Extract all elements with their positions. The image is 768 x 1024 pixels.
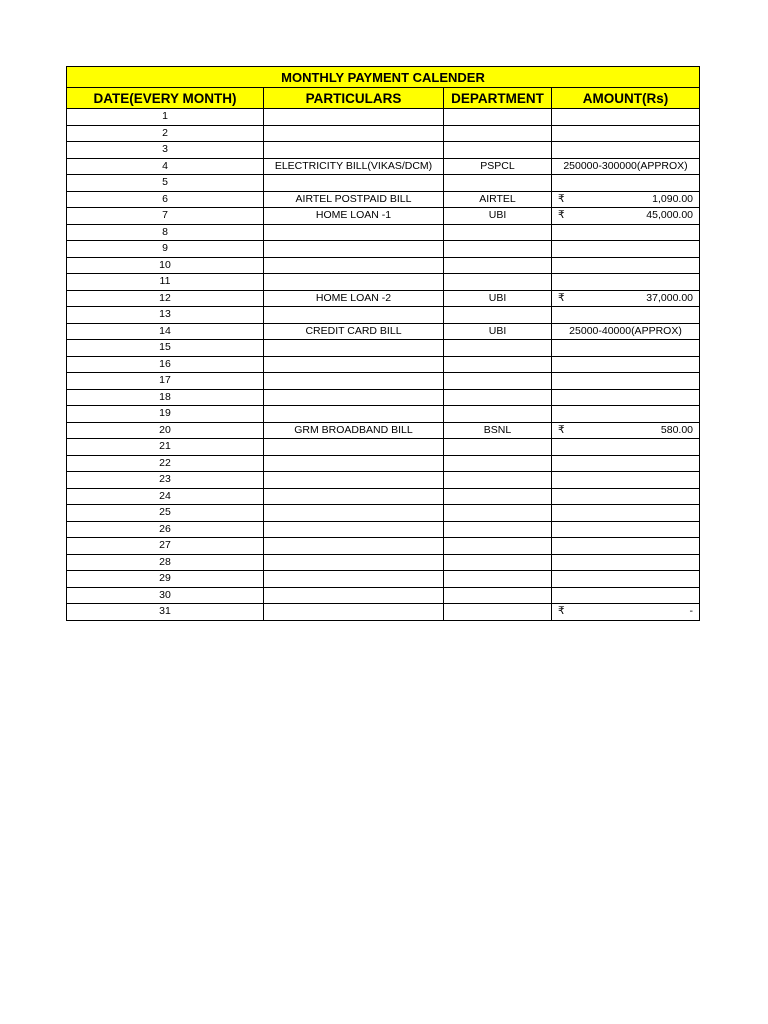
cell-date[interactable]: 8	[67, 224, 264, 241]
cell-amount[interactable]	[552, 455, 700, 472]
cell-amount[interactable]	[552, 422, 700, 439]
cell-particulars[interactable]	[264, 224, 444, 241]
cell-particulars[interactable]	[264, 571, 444, 588]
table-row	[67, 307, 700, 324]
cell-particulars[interactable]	[264, 455, 444, 472]
cell-amount[interactable]	[552, 158, 700, 175]
cell-date[interactable]: 30	[67, 587, 264, 604]
cell-date[interactable]: 10	[67, 257, 264, 274]
table-row	[67, 224, 700, 241]
table-row	[67, 505, 700, 522]
amount-value: -	[689, 605, 694, 617]
cell-department[interactable]	[444, 406, 552, 423]
cell-date[interactable]: 18	[67, 389, 264, 406]
cell-amount[interactable]	[552, 373, 700, 390]
cell-amount[interactable]	[552, 587, 700, 604]
cell-particulars[interactable]	[264, 142, 444, 159]
cell-department[interactable]: BSNL	[444, 422, 552, 439]
cell-particulars[interactable]	[264, 472, 444, 489]
table-row	[67, 604, 700, 621]
amount-value: 45,000.00	[646, 209, 694, 221]
cell-date[interactable]: 6	[67, 191, 264, 208]
cell-particulars[interactable]	[264, 538, 444, 555]
cell-particulars[interactable]: AIRTEL POSTPAID BILL	[264, 191, 444, 208]
cell-particulars[interactable]: HOME LOAN -1	[264, 208, 444, 225]
cell-particulars[interactable]	[264, 406, 444, 423]
cell-amount[interactable]	[552, 142, 700, 159]
amount-text: 25000-40000(APPROX)	[569, 324, 682, 337]
cell-amount[interactable]	[552, 472, 700, 489]
cell-department[interactable]	[444, 505, 552, 522]
table-row	[67, 191, 700, 208]
cell-amount[interactable]	[552, 191, 700, 208]
cell-particulars[interactable]	[264, 340, 444, 357]
header-row	[67, 88, 700, 109]
payment-calendar-table	[66, 66, 700, 621]
cell-amount[interactable]	[552, 571, 700, 588]
cell-amount[interactable]	[552, 323, 700, 340]
cell-amount[interactable]	[552, 340, 700, 357]
cell-date[interactable]: 21	[67, 439, 264, 456]
cell-date[interactable]: 29	[67, 571, 264, 588]
cell-department[interactable]	[444, 340, 552, 357]
table-row	[67, 554, 700, 571]
cell-date[interactable]: 3	[67, 142, 264, 159]
cell-amount[interactable]	[552, 505, 700, 522]
cell-particulars[interactable]	[264, 109, 444, 126]
table-row	[67, 389, 700, 406]
cell-amount[interactable]	[552, 356, 700, 373]
cell-amount[interactable]	[552, 241, 700, 258]
cell-amount[interactable]	[552, 224, 700, 241]
header-department: DEPARTMENT	[444, 88, 552, 109]
table-row	[67, 422, 700, 439]
cell-date[interactable]: 2	[67, 125, 264, 142]
rupee-symbol: ₹	[558, 423, 565, 436]
cell-date[interactable]: 28	[67, 554, 264, 571]
cell-amount[interactable]	[552, 109, 700, 126]
table-row	[67, 571, 700, 588]
cell-amount[interactable]	[552, 406, 700, 423]
cell-date[interactable]: 11	[67, 274, 264, 291]
cell-department[interactable]: PSPCL	[444, 158, 552, 175]
amount-value: 37,000.00	[646, 291, 694, 304]
cell-particulars[interactable]	[264, 604, 444, 621]
cell-department[interactable]	[444, 488, 552, 505]
cell-particulars[interactable]	[264, 241, 444, 258]
cell-date[interactable]: 7	[67, 208, 264, 225]
cell-date[interactable]: 25	[67, 505, 264, 522]
table-body	[67, 109, 700, 621]
cell-department[interactable]: UBI	[444, 208, 552, 225]
table-row	[67, 472, 700, 489]
cell-date[interactable]: 13	[67, 307, 264, 324]
cell-date[interactable]: 26	[67, 521, 264, 538]
cell-particulars[interactable]	[264, 488, 444, 505]
table-row	[67, 109, 700, 126]
cell-particulars[interactable]: CREDIT CARD BILL	[264, 323, 444, 340]
table-row	[67, 208, 700, 225]
cell-department[interactable]	[444, 307, 552, 324]
cell-department[interactable]	[444, 554, 552, 571]
table-row	[67, 521, 700, 538]
cell-date[interactable]: 16	[67, 356, 264, 373]
table-row	[67, 373, 700, 390]
cell-particulars[interactable]	[264, 587, 444, 604]
cell-amount[interactable]	[552, 274, 700, 291]
cell-amount[interactable]	[552, 307, 700, 324]
cell-department[interactable]	[444, 274, 552, 291]
cell-department[interactable]	[444, 125, 552, 142]
cell-date[interactable]: 27	[67, 538, 264, 555]
cell-date[interactable]: 19	[67, 406, 264, 423]
cell-department[interactable]	[444, 587, 552, 604]
cell-department[interactable]	[444, 224, 552, 241]
table-row	[67, 587, 700, 604]
cell-particulars[interactable]	[264, 257, 444, 274]
cell-date[interactable]: 23	[67, 472, 264, 489]
cell-department[interactable]	[444, 538, 552, 555]
cell-amount[interactable]	[552, 439, 700, 456]
cell-particulars[interactable]: ELECTRICITY BILL(VIKAS/DCM)	[264, 158, 444, 175]
rupee-symbol: ₹	[558, 192, 565, 205]
cell-particulars[interactable]	[264, 274, 444, 291]
cell-amount[interactable]	[552, 604, 700, 621]
cell-date[interactable]: 20	[67, 422, 264, 439]
cell-particulars[interactable]	[264, 389, 444, 406]
cell-amount[interactable]	[552, 521, 700, 538]
cell-particulars[interactable]	[264, 439, 444, 456]
cell-particulars[interactable]	[264, 505, 444, 522]
table-row	[67, 323, 700, 340]
cell-department[interactable]	[444, 373, 552, 390]
amount-value: 1,090.00	[652, 192, 694, 205]
cell-date[interactable]: 9	[67, 241, 264, 258]
cell-particulars[interactable]	[264, 356, 444, 373]
cell-date[interactable]: 14	[67, 323, 264, 340]
cell-date[interactable]: 31	[67, 604, 264, 621]
cell-department[interactable]	[444, 109, 552, 126]
cell-department[interactable]	[444, 521, 552, 538]
cell-particulars[interactable]	[264, 373, 444, 390]
cell-date[interactable]: 4	[67, 158, 264, 175]
table-row	[67, 488, 700, 505]
cell-date[interactable]: 1	[67, 109, 264, 126]
cell-department[interactable]	[444, 257, 552, 274]
table-row	[67, 340, 700, 357]
title-row	[67, 67, 700, 88]
table-row	[67, 125, 700, 142]
sheet-title: MONTHLY PAYMENT CALENDER	[67, 67, 700, 88]
rupee-symbol: ₹	[558, 605, 565, 617]
table-row	[67, 274, 700, 291]
cell-amount[interactable]	[552, 554, 700, 571]
table-row	[67, 439, 700, 456]
cell-date[interactable]: 15	[67, 340, 264, 357]
cell-department[interactable]	[444, 389, 552, 406]
rupee-symbol: ₹	[558, 291, 565, 304]
cell-department[interactable]: UBI	[444, 323, 552, 340]
cell-particulars[interactable]: HOME LOAN -2	[264, 290, 444, 307]
cell-particulars[interactable]	[264, 307, 444, 324]
cell-date[interactable]: 5	[67, 175, 264, 192]
cell-amount[interactable]	[552, 125, 700, 142]
cell-amount[interactable]	[552, 538, 700, 555]
cell-department[interactable]: UBI	[444, 290, 552, 307]
cell-particulars[interactable]	[264, 554, 444, 571]
rupee-symbol: ₹	[558, 209, 565, 221]
cell-date[interactable]: 17	[67, 373, 264, 390]
cell-date[interactable]: 24	[67, 488, 264, 505]
table-row	[67, 290, 700, 307]
cell-particulars[interactable]	[264, 125, 444, 142]
cell-amount[interactable]	[552, 257, 700, 274]
table-row	[67, 175, 700, 192]
table-row	[67, 158, 700, 175]
cell-department[interactable]	[444, 241, 552, 258]
cell-amount[interactable]	[552, 290, 700, 307]
cell-amount[interactable]	[552, 175, 700, 192]
table-row	[67, 455, 700, 472]
cell-department[interactable]	[444, 439, 552, 456]
header-particulars: PARTICULARS	[264, 88, 444, 109]
table-row	[67, 406, 700, 423]
cell-particulars[interactable]	[264, 521, 444, 538]
cell-date[interactable]: 22	[67, 455, 264, 472]
table-row	[67, 538, 700, 555]
header-amount: AMOUNT(Rs)	[552, 88, 700, 109]
table-row	[67, 356, 700, 373]
cell-date[interactable]: 12	[67, 290, 264, 307]
payment-sheet	[66, 66, 699, 621]
cell-amount[interactable]	[552, 208, 700, 225]
table-row	[67, 142, 700, 159]
header-date: DATE(EVERY MONTH)	[67, 88, 264, 109]
cell-amount[interactable]	[552, 389, 700, 406]
amount-value: 580.00	[660, 423, 694, 436]
cell-department[interactable]	[444, 571, 552, 588]
cell-department[interactable]	[444, 356, 552, 373]
cell-department[interactable]	[444, 472, 552, 489]
cell-department[interactable]: AIRTEL	[444, 191, 552, 208]
cell-particulars[interactable]: GRM BROADBAND BILL	[264, 422, 444, 439]
cell-department[interactable]	[444, 455, 552, 472]
cell-department[interactable]	[444, 142, 552, 159]
amount-text: 250000-300000(APPROX)	[563, 159, 688, 172]
table-row	[67, 257, 700, 274]
cell-department[interactable]	[444, 604, 552, 621]
cell-department[interactable]	[444, 175, 552, 192]
table-row	[67, 241, 700, 258]
cell-amount[interactable]	[552, 488, 700, 505]
cell-particulars[interactable]	[264, 175, 444, 192]
